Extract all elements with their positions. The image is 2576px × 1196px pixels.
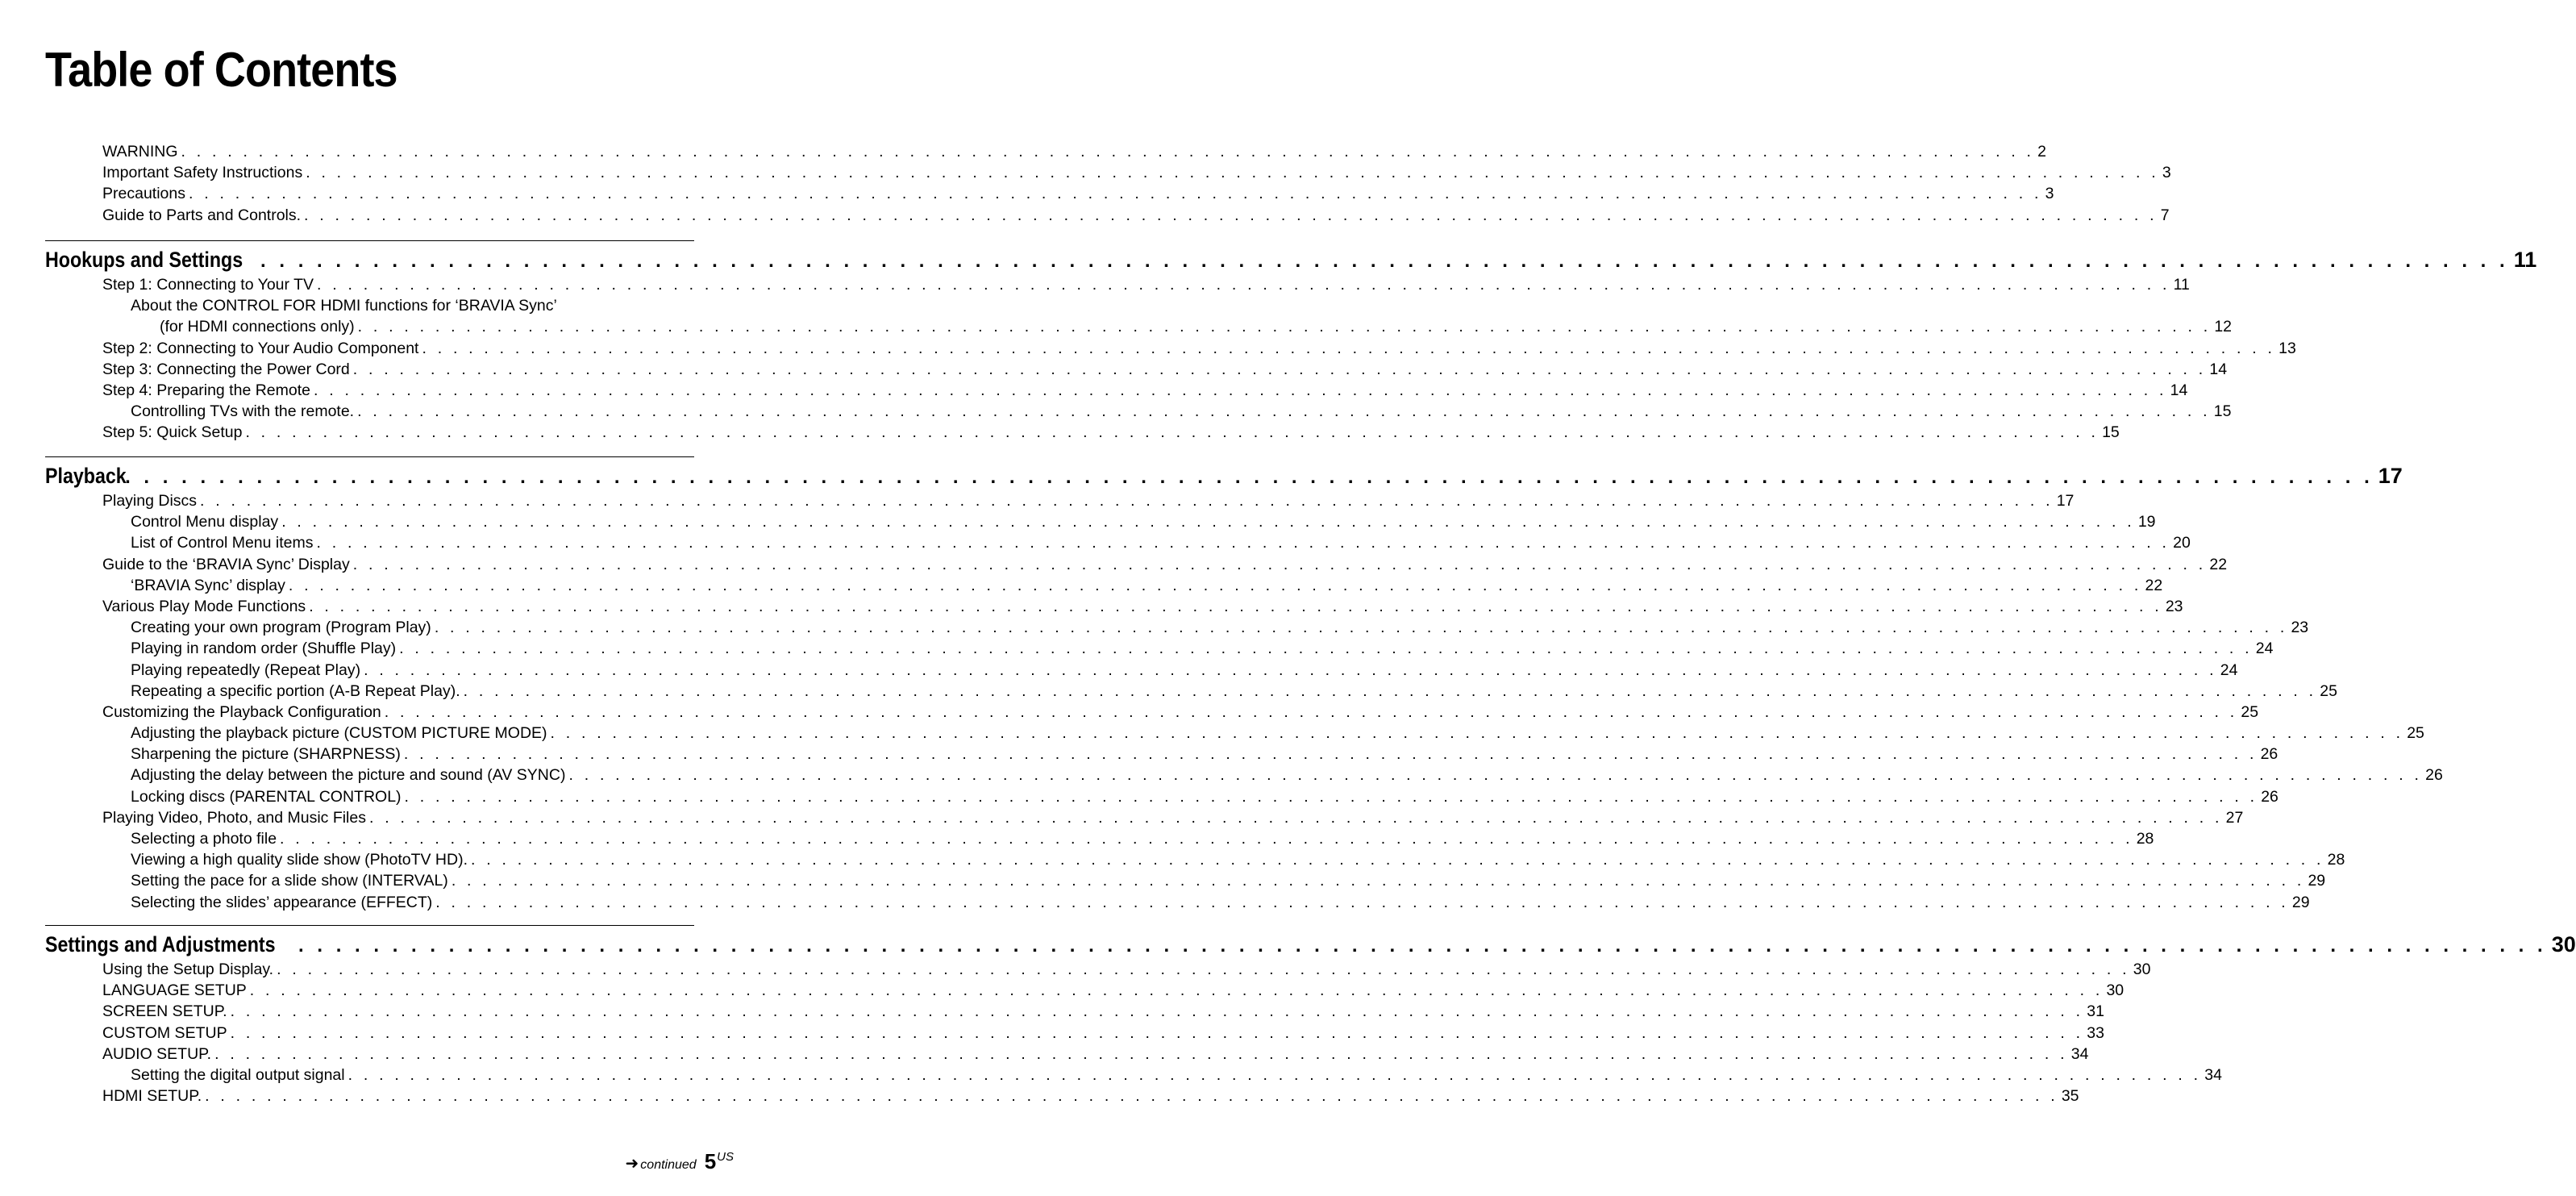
toc-entry-label: Step 2: Connecting to Your Audio Component <box>102 339 419 357</box>
toc-entry[interactable] <box>45 1044 2089 1065</box>
toc-entry-page: 26 <box>2425 766 2443 785</box>
toc-entry[interactable] <box>45 338 2296 359</box>
toc-entry-label: Viewing a high quality slide show (PhotoTV HD). <box>131 851 468 869</box>
toc-entry-label: Repeating a specific portion (A-B Repeat Play). <box>131 681 460 700</box>
toc-entry-page: 30 <box>2106 981 2124 1000</box>
toc-entry[interactable] <box>45 380 2188 401</box>
dot-leader: . . . . . . . . . . . . . . . . . . . . . . . . . . . . . . . . . . . . . . . . . . . . . . . . . . . . . . . . . . . . . . . . . . . . . . . . . . . . . . . . . . . . . . . . . . . . . . . . . . . . . . . . . . . . . . . . . . . . . . . . <box>245 423 2100 442</box>
toc-entry-page: 2 <box>2037 143 2047 160</box>
toc-section-hookups-and-settings <box>45 240 2537 444</box>
toc-section-settings-and-adjustments <box>45 925 2576 1106</box>
toc-entry[interactable] <box>45 183 2054 204</box>
toc-entry-label: Customizing the Playback Configuration <box>102 702 381 721</box>
toc-entry-page: 28 <box>2136 830 2154 848</box>
toc-section-playback <box>45 456 2443 913</box>
toc-entry[interactable] <box>45 490 2075 511</box>
dot-leader: . . . . . . . . . . . . . . . . . . . . . . . . . . . . . . . . . . . . . . . . . . . . . . . . . . . . . . . . . . . . . . . . . . . . . . . . . . . . . . . . . . . . . . . . . . . . . . . . . . . . . . . . . . . . . . . . . . . . . . . . <box>399 640 2253 658</box>
toc-entry-label: Playing in random order (Shuffle Play) <box>131 640 397 658</box>
toc-entry-page: 12 <box>2214 318 2233 336</box>
continued-label: continued <box>640 1158 697 1172</box>
dot-leader: . . . . . . . . . . . . . . . . . . . . . . . . . . . . . . . . . . . . . . . . . . . . . . . . . . . . . . . . . . . . . . . . . . . . . . . . . . . . . . . . . . . . . . . . . . . . . . . . . . . . . . . . . . . . . . . . . . . . . . . . <box>280 830 2133 848</box>
toc-entry[interactable] <box>45 532 2191 553</box>
toc-entry[interactable] <box>45 295 694 316</box>
toc-entry-label: Step 3: Connecting the Power Cord <box>102 360 350 378</box>
arrow-right-icon: ➜ <box>625 1155 639 1173</box>
dot-leader: . . . . . . . . . . . . . . . . . . . . . . . . . . . . . . . . . . . . . . . . . . . . . . . . . . . . . . . . . . . . . . . . . . . . . . . . . . . . . . . . . . . . . . . . . . . . . . . . . . . . . . . . . . . . . . . . . . . . . . . . <box>404 787 2258 806</box>
toc-entry[interactable] <box>45 617 2309 638</box>
page-number-suffix: US <box>717 1150 734 1164</box>
toc-entry-page: 7 <box>2160 206 2170 224</box>
toc-entry[interactable] <box>45 870 2326 891</box>
toc-entry[interactable] <box>45 744 2278 765</box>
toc-entry-label: Playing Discs <box>102 492 198 510</box>
section-heading[interactable] <box>45 462 2403 490</box>
dot-leader: . . . . . . . . . . . . . . . . . . . . . . . . . . . . . . . . . . . . . . . . . . . . . . . . . . . . . . . . . . . . . . . . . . . . . . . . . . . . . . . . . . . . . . . . . . . . . . . . . . . . . . . . . . . . . . . . . . . . . . . . <box>357 318 2212 336</box>
dot-leader: . . . . . . . . . . . . . . . . . . . . . . . . . . . . . . . . . . . . . . . . . . . . . . . . . . . . . . . . . . . . . . . . . . . . . . . . . . . . . . . . . . . . . . . . . . . . . . . . . . . . . . . . . . . . . . . . . . . . . . . . <box>298 935 2547 956</box>
toc-entry-label: Step 1: Connecting to Your TV <box>102 276 314 294</box>
toc-entry[interactable] <box>45 638 2274 659</box>
toc-entry-label: AUDIO SETUP. <box>102 1044 212 1063</box>
toc-entry[interactable] <box>45 702 2259 723</box>
toc-entry[interactable] <box>45 1086 2079 1106</box>
toc-entry-page: 3 <box>2162 164 2171 182</box>
toc-entry-page: 14 <box>2170 381 2188 399</box>
dot-leader: . . . . . . . . . . . . . . . . . . . . . . . . . . . . . . . . . . . . . . . . . . . . . . . . . . . . . . . . . . . . . . . . . . . . . . . . . . . . . . . . . . . . . . . . . . . . . . . . . . . . . . . . . . . . . . . . . . . . . . . . <box>314 381 2167 399</box>
dot-leader: . . . . . . . . . . . . . . . . . . . . . . . . . . . . . . . . . . . . . . . . . . . . . . . . . . . . . . . . . . . . . . . . . . . . . . . . . . . . . . . . . . . . . . . . . . . . . . . . . . . . . . . . . . . . . . . . . . . . . . . . <box>281 513 2135 531</box>
dot-leader: . . . . . . . . . . . . . . . . . . . . . . . . . . . . . . . . . . . . . . . . . . . . . . . . . . . . . . . . . . . . . . . . . . . . . . . . . . . . . . . . . . . . . . . . . . . . . . . . . . . . . . . . . . . . . . . . . . . . . . . . <box>188 185 2042 203</box>
toc-entry[interactable] <box>45 274 2190 295</box>
toc-entry[interactable] <box>45 681 2337 702</box>
toc-entry-page: 29 <box>2291 893 2310 911</box>
toc-entry-page: 25 <box>2407 724 2424 743</box>
toc-entry-label: Playing repeatedly (Repeat Play) <box>131 661 361 679</box>
toc-entry-page: 29 <box>2308 872 2326 890</box>
dot-leader: . . . . . . . . . . . . . . . . . . . . . . . . . . . . . . . . . . . . . . . . . . . . . . . . . . . . . . . . . . . . . . . . . . . . . . . . . . . . . . . . . . . . . . . . . . . . . . . . . . . . . . . . . . . . . . . . . . . . . . . . <box>277 961 2130 978</box>
toc-entry-page: 15 <box>2102 423 2120 442</box>
toc-entry-label: Control Menu display <box>131 513 279 531</box>
toc-entry[interactable] <box>45 1065 2222 1086</box>
toc-entry[interactable] <box>45 162 2171 183</box>
toc-entry-page: 27 <box>2225 808 2244 827</box>
toc-entry[interactable] <box>45 807 2244 828</box>
dot-leader: . . . . . . . . . . . . . . . . . . . . . . . . . . . . . . . . . . . . . . . . . . . . . . . . . . . . . . . . . . . . . . . . . . . . . . . . . . . . . . . . . . . . . . . . . . . . . . . . . . . . . . . . . . . . . . . . . . . . . . . . <box>471 851 2324 869</box>
dot-leader: . . . . . . . . . . . . . . . . . . . . . . . . . . . . . . . . . . . . . . . . . . . . . . . . . . . . . . . . . . . . . . . . . . . . . . . . . . . . . . . . . . . . . . . . . . . . . . . . . . . . . . . . . . . . . . . . . . . . . . . . <box>369 808 2223 827</box>
dot-leader: . . . . . . . . . . . . . . . . . . . . . . . . . . . . . . . . . . . . . . . . . . . . . . . . . . . . . . . . . . . . . . . . . . . . . . . . . . . . . . . . . . . . . . . . . . . . . . . . . . . . . . . . . . . . . . . . . . . . . . . . <box>550 724 2404 743</box>
section-heading-label: Settings and Adjustments <box>45 932 276 956</box>
dot-leader: . . . . . . . . . . . . . . . . . . . . . . . . . . . . . . . . . . . . . . . . . . . . . . . . . . . . . . . . . . . . . . . . . . . . . . . . . . . . . . . . . . . . . . . . . . . . . . . . . . . . . . . . . . . . . . . . . . . . . . . . <box>306 164 2159 182</box>
toc-entry[interactable] <box>45 1001 2104 1022</box>
toc-entry[interactable] <box>45 980 2124 1001</box>
toc-entry-page: 34 <box>2070 1044 2089 1063</box>
page-number: 5 <box>704 1149 717 1173</box>
dot-leader: . . . . . . . . . . . . . . . . . . . . . . . . . . . . . . . . . . . . . . . . . . . . . . . . . . . . . . . . . . . . . . . . . . . . . . . . . . . . . . . . . . . . . . . . . . . . . . . . . . . . . . . . . . . . . . . . . . . . . . . . <box>230 1002 2084 1021</box>
dot-leader: . . . . . . . . . . . . . . . . . . . . . . . . . . . . . . . . . . . . . . . . . . . . . . . . . . . . . . . . . . . . . . . . . . . . . . . . . . . . . . . . . . . . . . . . . . . . . . . . . . . . . . . . . . . . . . . . . . . . . . . . <box>304 206 2158 224</box>
toc-entry-page: 22 <box>2209 555 2228 573</box>
toc-entry-label: SCREEN SETUP. <box>102 1002 227 1021</box>
toc-entry-page: 24 <box>2255 640 2274 658</box>
toc-entry-label: Adjusting the playback picture (CUSTOM PICTURE MODE) <box>131 724 547 743</box>
toc-entry-label: Creating your own program (Program Play) <box>131 619 431 637</box>
dot-leader: . . . . . . . . . . . . . . . . . . . . . . . . . . . . . . . . . . . . . . . . . . . . . . . . . . . . . . . . . . . . . . . . . . . . . . . . . . . . . . . . . . . . . . . . . . . . . . . . . . . . . . . . . . . . . . . . . . . . . . . . <box>181 143 2035 160</box>
toc-entry-label: Guide to the ‘BRAVIA Sync’ Display <box>102 555 350 573</box>
dot-leader: . . . . . . . . . . . . . . . . . . . . . . . . . . . . . . . . . . . . . . . . . . . . . . . . . . . . . . . . . . . . . . . . . . . . . . . . . . . . . . . . . . . . . . . . . . . . . . . . . . . . . . . . . . . . . . . . . . . . . . . . <box>249 981 2104 1000</box>
toc-entry-page: 31 <box>2087 1002 2104 1021</box>
toc-entry[interactable] <box>45 422 2120 443</box>
section-heading-page: 11 <box>2513 248 2537 272</box>
dot-leader: . . . . . . . . . . . . . . . . . . . . . . . . . . . . . . . . . . . . . . . . . . . . . . . . . . . . . . . . . . . . . . . . . . . . . . . . . . . . . . . . . . . . . . . . . . . . . . . . . . . . . . . . . . . . . . . . . . . . . . . . <box>451 872 2305 890</box>
section-heading-label: Playback <box>45 464 127 488</box>
toc-entry-page: 15 <box>2213 402 2232 421</box>
page-footer <box>626 1149 734 1174</box>
toc-entry-page: 23 <box>2291 619 2309 637</box>
toc-entry-label: LANGUAGE SETUP <box>102 981 247 1000</box>
toc-entry-label: Step 4: Preparing the Remote <box>102 381 310 399</box>
dot-leader: . . . . . . . . . . . . . . . . . . . . . . . . . . . . . . . . . . . . . . . . . . . . . . . . . . . . . . . . . . . . . . . . . . . . . . . . . . . . . . . . . . . . . . . . . . . . . . . . . . . . . . . . . . . . . . . . . . . . . . . . <box>316 534 2170 552</box>
toc-entry[interactable] <box>45 205 2170 226</box>
toc-entry-page: 20 <box>2173 534 2191 552</box>
dot-leader: . . . . . . . . . . . . . . . . . . . . . . . . . . . . . . . . . . . . . . . . . . . . . . . . . . . . . . . . . . . . . . . . . . . . . . . . . . . . . . . . . . . . . . . . . . . . . . . . . . . . . . . . . . . . . . . . . . . . . . . . <box>317 276 2170 294</box>
toc-entry-page: 11 <box>2173 276 2190 294</box>
toc-entry[interactable] <box>45 554 2228 575</box>
section-heading[interactable] <box>45 931 2576 958</box>
toc-entry-page: 33 <box>2087 1023 2104 1042</box>
dot-leader: . . . . . . . . . . . . . . . . . . . . . . . . . . . . . . . . . . . . . . . . . . . . . . . . . . . . . . . . . . . . . . . . . . . . . . . . . . . . . . . . . . . . . . . . . . . . . . . . . . . . . . . . . . . . . . . . . . . . . . . . <box>230 1023 2084 1042</box>
toc-entry[interactable] <box>45 892 2310 913</box>
toc-entry[interactable] <box>45 575 2163 596</box>
toc-entry[interactable] <box>45 1023 2104 1044</box>
toc-entry-label: Various Play Mode Functions <box>102 597 306 615</box>
toc-entry-page: 22 <box>2145 576 2163 594</box>
dot-leader: . . . . . . . . . . . . . . . . . . . . . . . . . . . . . . . . . . . . . . . . . . . . . . . . . . . . . . . . . . . . . . . . . . . . . . . . . . . . . . . . . . . . . . . . . . . . . . . . . . . . . . . . . . . . . . . . . . . . . . . . <box>352 360 2207 378</box>
section-heading[interactable] <box>45 246 2537 273</box>
dot-leader: . . . . . . . . . . . . . . . . . . . . . . . . . . . . . . . . . . . . . . . . . . . . . . . . . . . . . . . . . . . . . . . . . . . . . . . . . . . . . . . . . . . . . . . . . . . . . . . . . . . . . . . . . . . . . . . . . . . . . . . . <box>260 250 2509 272</box>
dot-leader: . . . . . . . . . . . . . . . . . . . . . . . . . . . . . . . . . . . . . . . . . . . . . . . . . . . . . . . . . . . . . . . . . . . . . . . . . . . . . . . . . . . . . . . . . . . . . . . . . . . . . . . . . . . . . . . . . . . . . . . . <box>434 619 2288 637</box>
toc-entry-page: 25 <box>2241 702 2259 721</box>
toc-entry-label: Selecting the slides’ appearance (EFFECT) <box>131 893 433 911</box>
toc-entry[interactable] <box>45 786 2278 807</box>
toc-entry-page: 28 <box>2327 851 2345 869</box>
toc-entry[interactable] <box>45 828 2154 849</box>
dot-leader: . . . . . . . . . . . . . . . . . . . . . . . . . . . . . . . . . . . . . . . . . . . . . . . . . . . . . . . . . . . . . . . . . . . . . . . . . . . . . . . . . . . . . . . . . . . . . . . . . . . . . . . . . . . . . . . . . . . . . . . . <box>403 745 2258 764</box>
toc-entry-label: ‘BRAVIA Sync’ display <box>131 576 285 594</box>
section-divider <box>45 925 694 926</box>
toc-entry-page: 24 <box>2220 661 2238 679</box>
dot-leader: . . . . . . . . . . . . . . . . . . . . . . . . . . . . . . . . . . . . . . . . . . . . . . . . . . . . . . . . . . . . . . . . . . . . . . . . . . . . . . . . . . . . . . . . . . . . . . . . . . . . . . . . . . . . . . . . . . . . . . . . <box>384 702 2238 721</box>
toc-entry-label: Guide to Parts and Controls. <box>102 206 302 224</box>
toc-entry-label: Important Safety Instructions <box>102 164 303 182</box>
dot-leader: . . . . . . . . . . . . . . . . . . . . . . . . . . . . . . . . . . . . . . . . . . . . . . . . . . . . . . . . . . . . . . . . . . . . . . . . . . . . . . . . . . . . . . . . . . . . . . . . . . . . . . . . . . . . . . . . . . . . . . . . <box>364 661 2217 679</box>
section-heading-page: 17 <box>2378 464 2403 488</box>
section-heading-label: Hookups and Settings <box>45 248 243 272</box>
dot-leader: . . . . . . . . . . . . . . . . . . . . . . . . . . . . . . . . . . . . . . . . . . . . . . . . . . . . . . . . . . . . . . . . . . . . . . . . . . . . . . . . . . . . . . . . . . . . . . . . . . . . . . . . . . . . . . . . . . . . . . . . <box>205 1087 2058 1106</box>
toc-entry[interactable] <box>45 141 2047 162</box>
dot-leader: . . . . . . . . . . . . . . . . . . . . . . . . . . . . . . . . . . . . . . . . . . . . . . . . . . . . . . . . . . . . . . . . . . . . . . . . . . . . . . . . . . . . . . . . . . . . . . . . . . . . . . . . . . . . . . . . . . . . . . . . <box>352 555 2207 573</box>
dot-leader: . . . . . . . . . . . . . . . . . . . . . . . . . . . . . . . . . . . . . . . . . . . . . . . . . . . . . . . . . . . . . . . . . . . . . . . . . . . . . . . . . . . . . . . . . . . . . . . . . . . . . . . . . . . . . . . . . . . . . . . . <box>435 893 2289 911</box>
toc-entry-page: 13 <box>2278 339 2296 357</box>
toc-entry-page: 19 <box>2137 513 2156 531</box>
toc-entry-label: Setting the digital output signal <box>131 1065 345 1084</box>
toc-entry-label: List of Control Menu items <box>131 534 314 552</box>
toc-entry[interactable] <box>45 723 2424 744</box>
toc-entry-label: CUSTOM SETUP <box>102 1023 227 1042</box>
toc-entry[interactable] <box>45 359 2228 380</box>
dot-leader: . . . . . . . . . . . . . . . . . . . . . . . . . . . . . . . . . . . . . . . . . . . . . . . . . . . . . . . . . . . . . . . . . . . . . . . . . . . . . . . . . . . . . . . . . . . . . . . . . . . . . . . . . . . . . . . . . . . . . . . . <box>125 466 2374 488</box>
dot-leader: . . . . . . . . . . . . . . . . . . . . . . . . . . . . . . . . . . . . . . . . . . . . . . . . . . . . . . . . . . . . . . . . . . . . . . . . . . . . . . . . . . . . . . . . . . . . . . . . . . . . . . . . . . . . . . . . . . . . . . . . <box>347 1065 2202 1084</box>
dot-leader: . . . . . . . . . . . . . . . . . . . . . . . . . . . . . . . . . . . . . . . . . . . . . . . . . . . . . . . . . . . . . . . . . . . . . . . . . . . . . . . . . . . . . . . . . . . . . . . . . . . . . . . . . . . . . . . . . . . . . . . . <box>200 492 2054 510</box>
dot-leader: . . . . . . . . . . . . . . . . . . . . . . . . . . . . . . . . . . . . . . . . . . . . . . . . . . . . . . . . . . . . . . . . . . . . . . . . . . . . . . . . . . . . . . . . . . . . . . . . . . . . . . . . . . . . . . . . . . . . . . . . <box>214 1044 2068 1063</box>
toc-entry[interactable] <box>45 959 2151 980</box>
toc-entry-page: 17 <box>2056 492 2075 510</box>
toc-entry-label: About the CONTROL FOR HDMI functions for ‘BRAVIA Sync’ <box>131 297 557 315</box>
toc-entry-label: Adjusting the delay between the picture and sound (AV SYNC) <box>131 766 566 785</box>
toc-entry-label: HDMI SETUP. <box>102 1087 202 1106</box>
toc-entry-page: 23 <box>2165 597 2183 615</box>
toc-entry-label: (for HDMI connections only) <box>160 318 355 336</box>
toc-entry-page: 26 <box>2261 787 2278 806</box>
dot-leader: . . . . . . . . . . . . . . . . . . . . . . . . . . . . . . . . . . . . . . . . . . . . . . . . . . . . . . . . . . . . . . . . . . . . . . . . . . . . . . . . . . . . . . . . . . . . . . . . . . . . . . . . . . . . . . . . . . . . . . . . <box>568 766 2423 785</box>
toc-entry-label: Sharpening the picture (SHARPNESS) <box>131 745 401 764</box>
dot-leader: . . . . . . . . . . . . . . . . . . . . . . . . . . . . . . . . . . . . . . . . . . . . . . . . . . . . . . . . . . . . . . . . . . . . . . . . . . . . . . . . . . . . . . . . . . . . . . . . . . . . . . . . . . . . . . . . . . . . . . . . <box>309 597 2162 615</box>
toc-entry-label: Precautions <box>102 185 185 203</box>
toc-entry-page: 25 <box>2320 681 2337 700</box>
dot-leader: . . . . . . . . . . . . . . . . . . . . . . . . . . . . . . . . . . . . . . . . . . . . . . . . . . . . . . . . . . . . . . . . . . . . . . . . . . . . . . . . . . . . . . . . . . . . . . . . . . . . . . . . . . . . . . . . . . . . . . . . <box>288 576 2142 594</box>
toc-entry-label: Selecting a photo file <box>131 830 277 848</box>
toc-entry[interactable] <box>45 849 2345 870</box>
toc-entry-label: Playing Video, Photo, and Music Files <box>102 808 366 827</box>
toc-entry[interactable] <box>45 316 2233 337</box>
section-divider <box>45 456 694 457</box>
toc-intro <box>45 141 2171 226</box>
section-divider <box>45 240 694 241</box>
section-heading-page: 30 <box>2551 932 2576 956</box>
toc-entry[interactable] <box>45 660 2238 681</box>
toc-entry-label: WARNING <box>102 143 178 160</box>
dot-leader: . . . . . . . . . . . . . . . . . . . . . . . . . . . . . . . . . . . . . . . . . . . . . . . . . . . . . . . . . . . . . . . . . . . . . . . . . . . . . . . . . . . . . . . . . . . . . . . . . . . . . . . . . . . . . . . . . . . . . . . . <box>422 339 2276 357</box>
toc-entry-page: 34 <box>2204 1065 2222 1084</box>
toc-entry-page: 3 <box>2045 185 2054 203</box>
toc-entry[interactable] <box>45 596 2183 617</box>
toc-entry[interactable] <box>45 765 2443 786</box>
toc-entry-label: Controlling TVs with the remote. <box>131 402 355 421</box>
toc-entry[interactable] <box>45 511 2156 532</box>
toc-entry-label: Locking discs (PARENTAL CONTROL) <box>131 787 402 806</box>
dot-leader: . . . . . . . . . . . . . . . . . . . . . . . . . . . . . . . . . . . . . . . . . . . . . . . . . . . . . . . . . . . . . . . . . . . . . . . . . . . . . . . . . . . . . . . . . . . . . . . . . . . . . . . . . . . . . . . . . . . . . . . . <box>357 402 2211 421</box>
toc-entry-label: Using the Setup Display. <box>102 961 274 978</box>
dot-leader: . . . . . . . . . . . . . . . . . . . . . . . . . . . . . . . . . . . . . . . . . . . . . . . . . . . . . . . . . . . . . . . . . . . . . . . . . . . . . . . . . . . . . . . . . . . . . . . . . . . . . . . . . . . . . . . . . . . . . . . . <box>463 681 2317 700</box>
toc-entry-page: 35 <box>2061 1087 2079 1106</box>
toc-entry-page: 14 <box>2209 360 2228 378</box>
toc-entry[interactable] <box>45 401 2232 422</box>
toc-entry-page: 26 <box>2260 745 2278 764</box>
toc-entry-label: Step 5: Quick Setup <box>102 423 243 442</box>
toc-entry-page: 30 <box>2133 961 2151 978</box>
page-title: Table of Contents <box>45 43 397 97</box>
toc-entry-label: Setting the pace for a slide show (INTERVAL) <box>131 872 448 890</box>
